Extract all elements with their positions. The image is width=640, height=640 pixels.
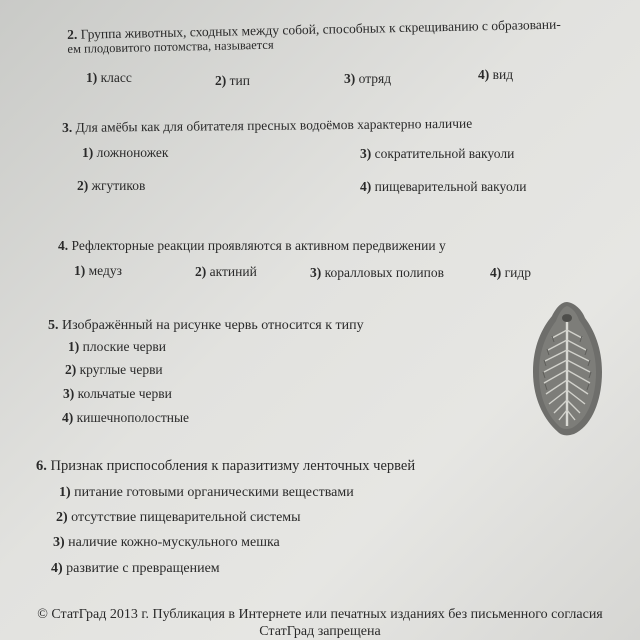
q5-option-1-label: плоские черви xyxy=(82,339,166,354)
footer-line1: © СтатГрад 2013 г. Публикация в Интернете или печатных изданиях без письменного согласия xyxy=(37,607,603,622)
q2-option-3[interactable] xyxy=(344,71,391,87)
q6-option-4[interactable] xyxy=(51,561,220,577)
q2-option-1[interactable] xyxy=(86,70,132,86)
q2-option-2-label: тип xyxy=(229,73,250,88)
q6-option-1-label: питание готовыми органическими веществами xyxy=(74,485,354,500)
q3-option-3-label: сократительной вакуоли xyxy=(374,146,515,161)
q6-option-2[interactable] xyxy=(56,510,301,526)
question-2-number: 2. xyxy=(67,26,78,42)
q2-option-1-num: 1) xyxy=(86,70,98,85)
q6-option-4-label: развитие с превращением xyxy=(66,561,220,576)
q3-option-2-num: 2) xyxy=(77,178,89,193)
question-6 xyxy=(36,459,415,474)
q4-option-3-num: 3) xyxy=(310,265,322,280)
q3-option-2-label: жгутиков xyxy=(91,178,146,193)
q6-option-3[interactable] xyxy=(53,535,280,551)
question-2-text-line2: ем плодовитого потомства, называется xyxy=(67,37,274,56)
q3-option-1-num: 1) xyxy=(82,145,94,160)
q5-option-4[interactable] xyxy=(62,410,189,426)
q5-option-1[interactable] xyxy=(68,339,166,355)
q3-option-3[interactable] xyxy=(360,146,514,162)
q5-option-2-num: 2) xyxy=(65,362,77,377)
q6-option-1-num: 1) xyxy=(59,485,71,500)
q2-option-4-num: 4) xyxy=(478,67,490,82)
q2-option-3-num: 3) xyxy=(344,71,356,86)
flatworm-illustration-icon xyxy=(530,300,604,436)
q2-option-2-num: 2) xyxy=(215,73,227,88)
q3-option-4-label: пищеварительной вакуоли xyxy=(374,179,527,194)
q2-option-4-label: вид xyxy=(492,67,514,82)
q5-option-3-label: кольчатые черви xyxy=(77,386,172,401)
q5-option-3-num: 3) xyxy=(63,386,75,401)
q3-option-3-num: 3) xyxy=(360,146,372,161)
q4-option-1-num: 1) xyxy=(74,263,86,278)
q6-option-1[interactable] xyxy=(59,485,354,501)
question-3-number: 3. xyxy=(62,119,73,135)
q4-option-4-label: гидр xyxy=(504,265,532,280)
q6-option-3-num: 3) xyxy=(53,535,65,550)
q4-option-3-label: коралловых полипов xyxy=(324,265,445,280)
question-3-text: Для амёбы как для обитателя пресных водоёмов характерно наличие xyxy=(75,115,473,135)
q4-option-1[interactable] xyxy=(74,263,122,279)
q6-option-3-label: наличие кожно-мускульного мешка xyxy=(68,535,280,550)
q3-option-1[interactable] xyxy=(82,145,168,161)
q2-option-2[interactable] xyxy=(215,73,250,89)
q4-option-4[interactable] xyxy=(490,265,531,281)
q3-option-2[interactable] xyxy=(77,178,145,194)
question-4-number: 4. xyxy=(58,238,69,253)
question-6-number: 6. xyxy=(36,458,47,474)
question-2 xyxy=(67,17,561,57)
q4-option-1-label: медуз xyxy=(88,263,122,278)
question-4-text: Рефлекторные реакции проявляются в активном передвижении у xyxy=(71,238,446,253)
q4-option-2-num: 2) xyxy=(195,264,207,279)
q2-option-1-label: класс xyxy=(100,70,132,85)
q5-option-4-num: 4) xyxy=(62,410,74,425)
question-3 xyxy=(62,116,472,135)
q3-option-4[interactable] xyxy=(360,179,527,195)
q5-option-2-label: круглые черви xyxy=(79,362,163,377)
q4-option-2[interactable] xyxy=(195,264,257,280)
q3-option-4-num: 4) xyxy=(360,179,372,194)
question-5-number: 5. xyxy=(48,318,59,333)
q2-option-4[interactable] xyxy=(478,67,513,83)
q2-option-3-label: отряд xyxy=(358,71,392,86)
copyright-footer xyxy=(0,606,640,640)
question-4 xyxy=(58,238,446,253)
q3-option-1-label: ложноножек xyxy=(96,145,169,160)
question-5-text: Изображённый на рисунке червь относится к типу xyxy=(62,318,364,333)
q5-option-4-label: кишечнополостные xyxy=(76,410,190,425)
question-6-text: Признак приспособления к паразитизму ленточных червей xyxy=(50,458,416,474)
footer-line2: СтатГрад запрещена xyxy=(259,624,381,639)
q5-option-2[interactable] xyxy=(65,362,163,378)
question-5 xyxy=(48,318,364,333)
q4-option-3[interactable] xyxy=(310,265,444,281)
question-2-text-line1: Группа животных, сходных между собой, способных к скрещиванию с образовани- xyxy=(80,16,561,42)
q6-option-2-label: отсутствие пищеварительной системы xyxy=(71,510,301,525)
q6-option-2-num: 2) xyxy=(56,510,68,525)
q4-option-4-num: 4) xyxy=(490,265,502,280)
q4-option-2-label: актиний xyxy=(209,264,257,279)
q5-option-3[interactable] xyxy=(63,386,172,402)
q6-option-4-num: 4) xyxy=(51,561,63,576)
q5-option-1-num: 1) xyxy=(68,339,80,354)
